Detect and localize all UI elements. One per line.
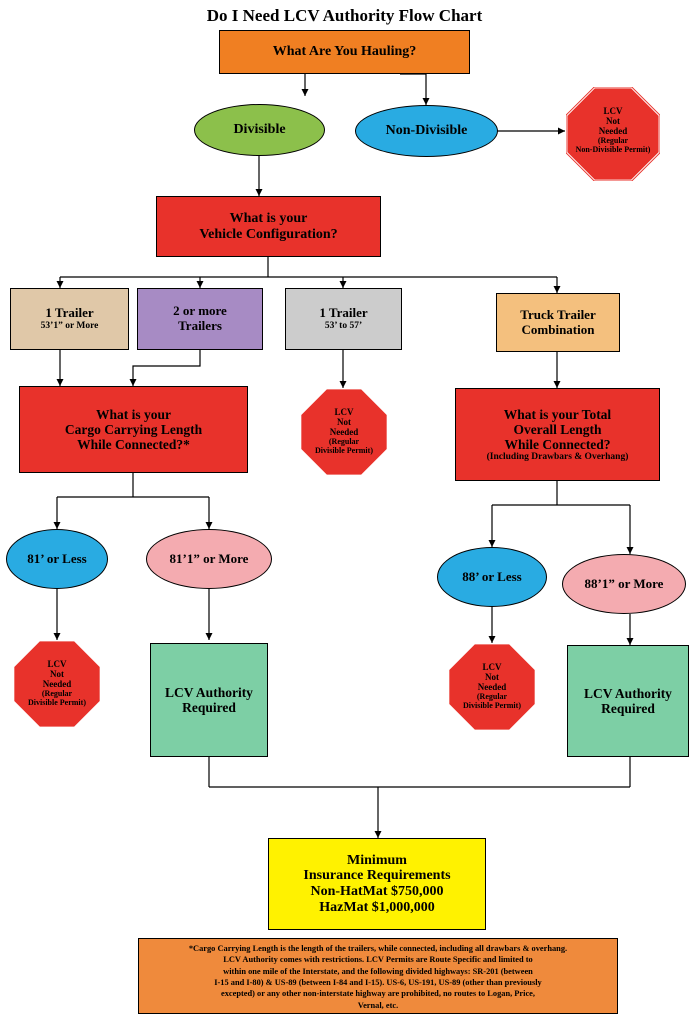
node-non-divisible[interactable]	[355, 105, 498, 157]
node-total-length-line1: What is your Total	[503, 406, 612, 422]
node-one-trailer-531-line2: 53’1” or More	[40, 320, 99, 331]
footnote-line4: I-15 and I-80) & US-89 (between I-84 and I-15). US-6, US-191, US-89 (other than previously	[214, 978, 542, 988]
node-811-or-more[interactable]	[146, 529, 272, 589]
node-881-or-more-label: 88’1” or More	[584, 575, 664, 591]
node-truck-trailer-line2: Combination	[521, 321, 595, 337]
node-start-label: What Are You Hauling?	[272, 44, 417, 60]
node-lcv-not-needed-right[interactable]	[448, 643, 536, 731]
oct-line1: LCV	[603, 106, 623, 117]
node-vehicle-configuration-line2: Vehicle Configuration?	[199, 226, 338, 242]
node-lcv-required-left-line1: LCV Authority	[165, 684, 253, 700]
node-lcv-not-needed-left[interactable]	[13, 640, 101, 728]
oct-line3: Needed	[329, 427, 359, 438]
oct-line3: Needed	[42, 679, 72, 690]
node-lcv-not-needed-nondivisible[interactable]	[566, 87, 660, 175]
oct-line1: LCV	[482, 662, 502, 673]
node-one-trailer-53-57-line1: 1 Trailer	[319, 305, 368, 321]
node-cargo-length-line3: While Connected?*	[77, 437, 190, 453]
footnote-line6: Vernal, etc.	[357, 1000, 399, 1010]
footnote-box	[138, 938, 618, 1014]
node-lcv-not-needed-right-text	[463, 663, 521, 710]
node-81-or-less[interactable]	[6, 529, 108, 589]
node-88-or-less[interactable]	[437, 547, 547, 607]
oct-line1: LCV	[334, 407, 354, 418]
node-insurance-line4: HazMat $1,000,000	[319, 899, 435, 915]
node-lcv-required-left-line2: Required	[182, 700, 236, 715]
node-minimum-insurance-requirements[interactable]	[268, 838, 486, 930]
node-one-trailer-531-line1: 1 Trailer	[45, 305, 94, 321]
footnote-line1: *Cargo Carrying Length is the length of the trailers, while connected, including all drawbars & overhang.	[188, 944, 568, 953]
node-non-divisible-label: Non-Divisible	[385, 123, 468, 139]
node-insurance-line3: Non-HatMat $750,000	[310, 884, 444, 899]
node-lcv-not-needed-middle[interactable]	[300, 388, 388, 476]
node-one-trailer-53-to-57[interactable]	[285, 288, 402, 350]
oct-line5: Divisible Permit)	[28, 697, 86, 707]
node-lcv-not-needed-nondivisible-text	[576, 107, 651, 154]
node-vehicle-configuration-line1: What is your	[229, 210, 308, 226]
oct-line4: (Regular	[41, 689, 73, 699]
node-truck-trailer-combination[interactable]	[496, 293, 620, 352]
node-one-trailer-53-57-line2: 53’ to 57’	[324, 320, 363, 331]
node-one-trailer-531-or-more[interactable]	[10, 288, 129, 350]
node-total-length-line2: Overall Length	[513, 421, 602, 437]
oct-line3: Needed	[598, 126, 628, 137]
page-title: Do I Need LCV Authority Flow Chart	[206, 6, 483, 25]
oct-line5: Divisible Permit)	[463, 700, 521, 710]
oct-line2: Not	[49, 669, 64, 680]
node-total-overall-length[interactable]	[455, 388, 660, 481]
oct-line2: Not	[484, 672, 499, 683]
node-start[interactable]	[219, 30, 470, 74]
footnote-line3: within one mile of the Interstate, and the following divided highways: SR-201 (between	[223, 966, 533, 976]
oct-line1: LCV	[47, 659, 67, 670]
oct-line5: Non-Divisible Permit)	[575, 144, 651, 154]
node-88-or-less-label: 88’ or Less	[462, 568, 522, 584]
node-lcv-authority-required-left[interactable]	[150, 643, 268, 757]
oct-line2: Not	[606, 116, 620, 127]
node-lcv-not-needed-middle-text	[315, 408, 373, 455]
node-two-or-more-line2: Trailers	[178, 318, 222, 333]
node-lcv-authority-required-right[interactable]	[567, 645, 689, 757]
node-insurance-line2: Insurance Requirements	[303, 868, 451, 884]
node-cargo-length-line1: What is your	[95, 406, 171, 422]
footnote-line2: LCV Authority comes with restrictions. LCV Permits are Route Specific and limited to	[223, 955, 533, 965]
node-881-or-more[interactable]	[562, 554, 686, 614]
footnote-line5: excepted) or any other non-interstate highway are prohibited, no routes to Logan, Price,	[221, 989, 535, 999]
oct-line4: (Regular	[597, 136, 629, 146]
node-truck-trailer-line1: Truck Trailer	[520, 306, 596, 322]
oct-line4: (Regular	[328, 437, 360, 447]
oct-line3: Needed	[477, 682, 507, 693]
node-two-or-more-line1: 2 or more	[173, 303, 227, 319]
oct-line2: Not	[336, 417, 351, 428]
oct-line4: (Regular	[476, 692, 508, 702]
node-divisible-label: Divisible	[233, 122, 286, 138]
node-lcv-required-right-line1: LCV Authority	[584, 685, 672, 701]
oct-line5: Divisible Permit)	[315, 445, 373, 455]
node-cargo-length-line2: Cargo Carrying Length	[64, 421, 203, 437]
node-cargo-carrying-length[interactable]	[19, 386, 248, 473]
node-811-or-more-label: 81’1” or More	[169, 550, 249, 566]
node-divisible[interactable]	[194, 104, 325, 156]
node-total-length-line4: (Including Drawbars & Overhang)	[486, 451, 629, 462]
node-lcv-not-needed-left-text	[28, 660, 86, 707]
node-insurance-line1: Minimum	[347, 852, 407, 868]
node-vehicle-configuration[interactable]	[156, 196, 381, 257]
node-81-or-less-label: 81’ or Less	[27, 550, 87, 566]
node-total-length-line3: While Connected?	[504, 436, 611, 452]
node-two-or-more-trailers[interactable]	[137, 288, 263, 350]
node-lcv-required-right-line2: Required	[601, 701, 655, 716]
